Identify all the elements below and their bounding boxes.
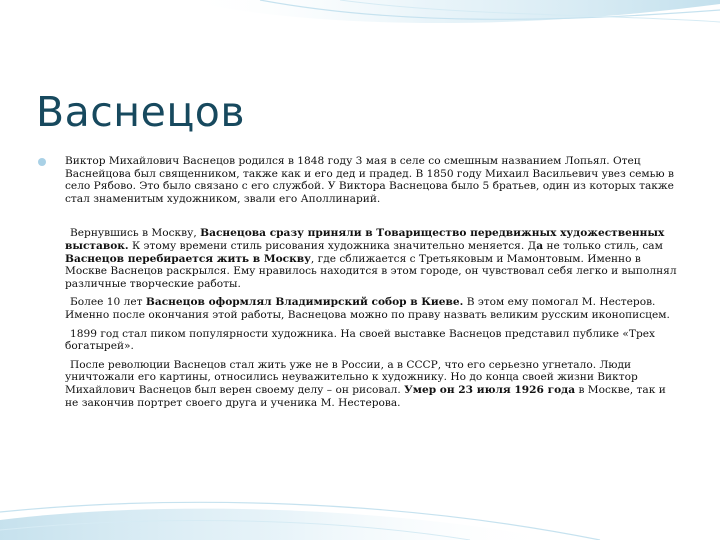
bottom-swoosh — [0, 509, 560, 540]
bold-text-run: Умер он 23 июля 1926 года — [404, 383, 576, 396]
top-swoosh — [180, 0, 720, 23]
text-run: В этом ему помогал М. Нестеров. Именно после окончания этой работы, Васнецова можно по праву назвать великим русским иконописцем. — [65, 296, 670, 321]
bullet-dot — [38, 158, 46, 166]
bold-text-run: Васнецов оформлял Владимирский собор в Киеве. — [145, 296, 464, 309]
text-run: К этому времени стиль рисования художника значительно меняется. Д — [128, 239, 537, 252]
slide-title: Васнецов — [36, 88, 245, 136]
slide-body — [38, 155, 682, 409]
bold-text-run: Васнецова сразу приняли в Товарищество передвижных художественных выставок. — [65, 227, 665, 252]
text-run: в Москве, так и не закончив портрет своего друга и ученика М. Нестерова. — [65, 383, 666, 409]
text-run: После революции Васнецов стал жить уже не в России, а в СССР, что его серьезно угнетало. Люди уничтожали его картины, относились неуважительно к художнику. Но до конца своей жизни Виктор Михайлович Васнецов был верен своему делу – он рисовал. — [65, 358, 638, 396]
paragraph-4 — [38, 328, 682, 353]
paragraph-5 — [38, 359, 682, 409]
paragraph-3 — [38, 296, 682, 321]
paragraph-2 — [38, 227, 682, 290]
text-run: , где сближается с Третьяковым и Мамонтовым. Именно в Москве Васнецов раскрылся. Ему нравилось находится в этом городе, он чувствовал себя легко и выполнял различные творческие работы. — [65, 252, 677, 290]
text-run: Виктор Михайлович Васнецов родился в 1848 году 3 мая в селе со смешным названием Лопьял. Отец Васнейцова был священником, также как и его дед и прадед. В 1850 году Михаил Васильевич увез семью в село Рябово. Это было связано с его службой. У Виктора Васнецова было 5 братьев, один из которых также стал знаменитым художником, звали его Аполлинарий. — [65, 155, 674, 205]
text-run: 1899 год стал пиком популярности художника. На своей выставке Васнецов представил публике «Трех богатырей». — [65, 327, 655, 353]
text-run: Вернувшись в Москву, — [70, 227, 201, 240]
text-run: не только стиль, сам — [543, 239, 663, 252]
bold-text-run: а — [536, 239, 544, 252]
bold-text-run: Васнецов перебирается жить в Москву — [65, 252, 311, 265]
text-run: Более 10 лет — [70, 296, 146, 309]
paragraph-1 — [38, 155, 682, 205]
